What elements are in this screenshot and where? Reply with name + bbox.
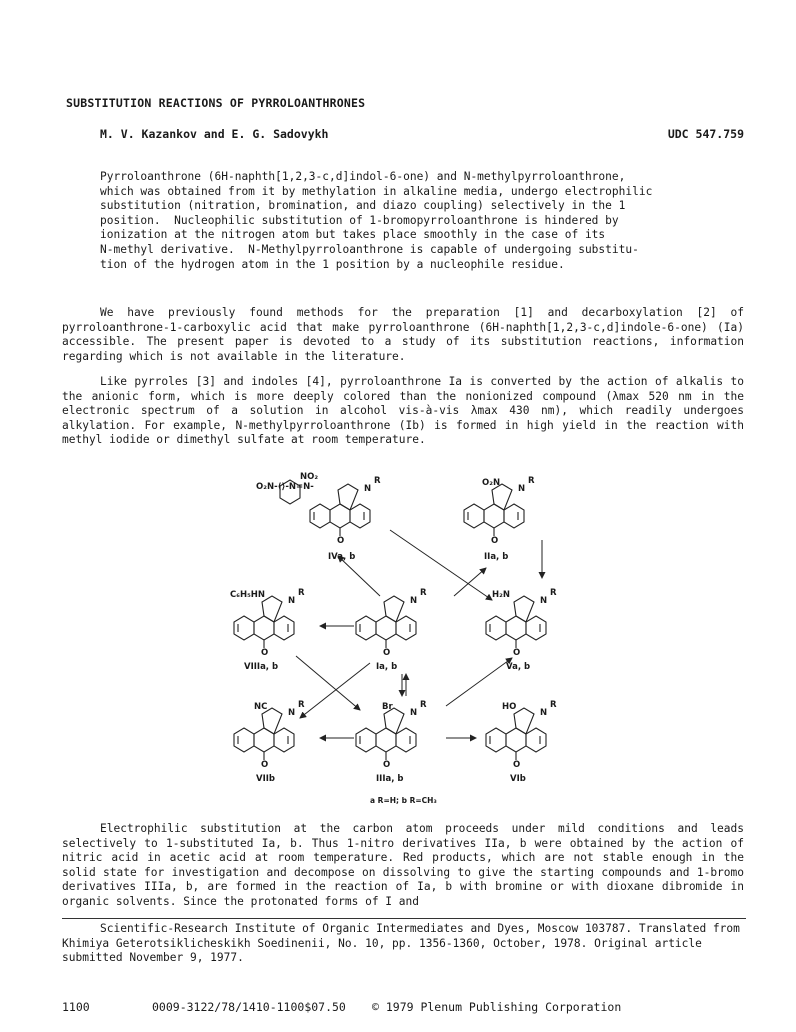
udc-code: UDC 547.759 xyxy=(667,127,744,141)
atom-r: R xyxy=(420,700,427,710)
compound-label-v: Va, b xyxy=(506,662,531,672)
substituent-vi: HO xyxy=(502,702,517,712)
compound-label-vi: VIb xyxy=(510,774,526,784)
substituent-iv-no2: NO₂ xyxy=(300,472,319,482)
substituent-iv: O₂N-⟨⟩-N=N- xyxy=(256,482,314,492)
copyright: © 1979 Plenum Publishing Corporation xyxy=(372,1000,622,1014)
paragraph-intro: We have previously found methods for the preparation [1] and decarboxylation [2] of pyrroloanthrone-1-carboxylic acid that make pyrroloanthrone (6H-naphth[1,2,3-c,d]indole-6-one) (Ia) accessible. The present paper is devoted to a study of its substitution reactions, information regarding which is not available in the literature. xyxy=(62,306,744,363)
atom-r: R xyxy=(298,700,305,710)
compound-viii xyxy=(234,596,294,648)
abstract-line: Pyrroloanthrone (6H-naphth[1,2,3-c,d]indol-6-one) and N-methylpyrroloanthrone, xyxy=(100,170,626,183)
page-number: 1100 xyxy=(62,1000,90,1014)
atom-n: N xyxy=(540,708,548,718)
authors: M. V. Kazankov and E. G. Sadovykh xyxy=(100,127,329,141)
atom-n: N xyxy=(518,484,526,494)
footnote: Scientific-Research Institute of Organic Intermediates and Dyes, Moscow 103787. Translated from Khimiya Geterotsiklicheskikh Soedinenii, No. 10, pp. 1356-1360, October, 1978. Original article submitted November 9, 1977. xyxy=(62,922,740,965)
abstract xyxy=(100,170,720,272)
compound-v xyxy=(486,596,546,648)
atom-o: O xyxy=(513,648,521,658)
scheme-drawing xyxy=(220,478,580,808)
atom-o: O xyxy=(383,648,391,658)
abstract-line: N-methyl derivative. N-Methylpyrroloanthrone is capable of undergoing substitu- xyxy=(100,242,639,256)
abstract-line: ionization at the nitrogen atom but takes place smoothly in the case of its xyxy=(100,228,606,242)
substituent-iii: Br xyxy=(382,702,393,712)
atom-r: R xyxy=(374,476,381,486)
atom-n: N xyxy=(364,484,372,494)
compound-ii xyxy=(464,484,524,536)
compound-label-viii: VIIIa, b xyxy=(244,662,279,672)
atom-r: R xyxy=(528,476,535,486)
atom-n: N xyxy=(288,596,296,606)
compound-iii xyxy=(356,708,416,760)
atom-n: N xyxy=(288,708,296,718)
atom-o: O xyxy=(261,648,269,658)
atom-o: O xyxy=(261,760,269,770)
article-title: SUBSTITUTION REACTIONS OF PYRROLOANTHRONES xyxy=(66,96,366,110)
reaction-scheme xyxy=(220,472,580,808)
compound-label-vii: VIIb xyxy=(256,774,275,784)
atom-r: R xyxy=(298,588,305,598)
abstract-line: tion of the hydrogen atom in the 1 position by a nucleophile residue. xyxy=(100,257,565,271)
atom-n: N xyxy=(410,596,418,606)
compound-label-ii: IIa, b xyxy=(484,552,509,562)
substituent-v: H₂N xyxy=(492,590,510,600)
compound-i xyxy=(356,596,416,648)
paragraph-electrophilic: Electrophilic substitution at the carbon atom proceeds under mild conditions and leads selectively to 1-substituted Ia, b. Thus 1-nitro derivatives IIa, b were obtained by the action of nitric acid in acetic acid at room temperature. Red products, which are not stable enough in the solid state for investigation and decompose on dissolving to give the starting compounds and 1-bromo derivatives IIIa, b, are formed in the reaction of Ia, b with bromine or with dioxane dibromide in organic solvents. Since the protonated forms of I and xyxy=(62,822,744,908)
abstract-line: position. Nucleophilic substitution of 1-bromopyrroloanthrone is hindered by xyxy=(100,213,619,227)
atom-o: O xyxy=(513,760,521,770)
substituent-viii: C₆H₅HN xyxy=(230,590,266,600)
substituent-ii: O₂N xyxy=(482,478,501,488)
compound-label-iii: IIIa, b xyxy=(376,774,404,784)
atom-n: N xyxy=(410,708,418,718)
atom-o: O xyxy=(337,536,345,546)
compound-label-iv: IVa, b xyxy=(328,552,356,562)
abstract-line: substitution (nitration, bromination, and diazo coupling) selectively in the 1 xyxy=(100,199,626,213)
article-code: 0009-3122/78/1410-1100$07.50 xyxy=(152,1000,346,1014)
atom-o: O xyxy=(383,760,391,770)
compound-vii xyxy=(234,708,294,760)
atom-o: O xyxy=(491,536,499,546)
scheme-note: a R=H; b R=CH₃ xyxy=(370,796,437,805)
atom-n: N xyxy=(540,596,548,606)
compound-label-i: Ia, b xyxy=(376,662,398,672)
footnote-rule xyxy=(62,918,746,919)
atom-r: R xyxy=(420,588,427,598)
paragraph-alkylation: Like pyrroles [3] and indoles [4], pyrroloanthrone Ia is converted by the action of alkalis to the anionic form, which is more deeply colored than the nonionized compound (λmax 520 nm in the electronic spectrum of a solution in alcohol vis-à-vis λmax 430 nm), which readily undergoes alkylation. For example, N-methylpyrroloanthrone (Ib) is formed in high yield in the reaction with methyl iodide or dimethyl sulfate at room temperature. xyxy=(62,375,744,447)
atom-r: R xyxy=(550,700,557,710)
atom-r: R xyxy=(550,588,557,598)
abstract-line: which was obtained from it by methylation in alkaline media, undergo electrophilic xyxy=(100,184,653,198)
compound-vi xyxy=(486,708,546,760)
substituent-vii: NC xyxy=(254,702,268,712)
